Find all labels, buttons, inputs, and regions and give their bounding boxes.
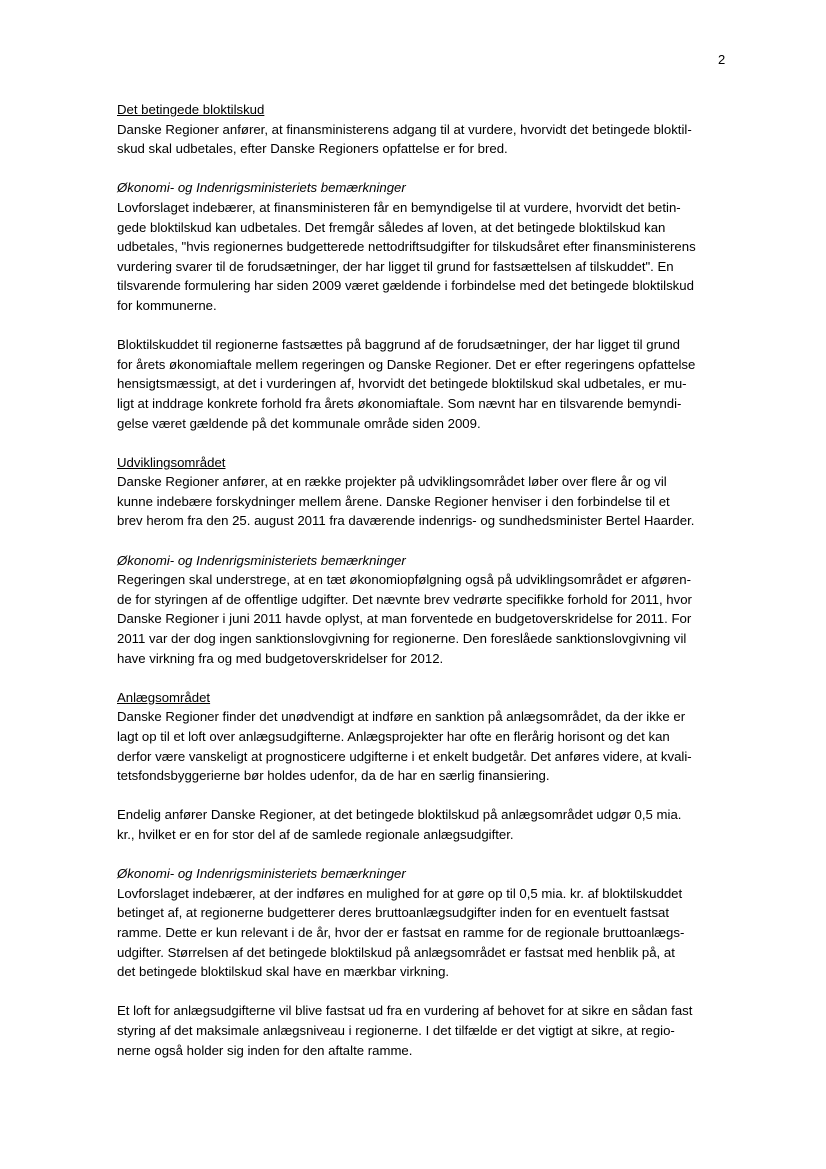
paragraph-line: tetsfondsbyggerierne bør holdes udenfor, da de har en særlig finansiering. [117, 768, 550, 784]
section-block [117, 551, 737, 669]
paragraph-line: vurdering svarer til de forudsætninger, der har ligget til grund for fastsættelsen af tilskuddet". En [117, 258, 674, 274]
paragraph-line: Et loft for anlægsudgifterne vil blive fastsat ud fra en vurdering af behovet for at sikre en sådan fast [117, 1003, 693, 1019]
paragraph-line: for kommunerne. [117, 297, 217, 313]
remarks-heading: Økonomi- og Indenrigsministeriets bemærkninger [117, 866, 406, 882]
paragraph-line: kunne indebære forskydninger mellem årene. Danske Regioner henviser i den forbindelse til et [117, 493, 670, 509]
section-block [117, 805, 737, 844]
paragraph-line: derfor være vanskeligt at prognosticere udgifterne i et enkelt budgetår. Det anføres videre, at kvali- [117, 748, 692, 764]
section-block [117, 864, 737, 982]
section-block [117, 688, 737, 786]
paragraph-line: Danske Regioner anfører, at finansministerens adgang til at vurdere, hvorvidt det betingede bloktil- [117, 121, 692, 137]
section-block [117, 100, 737, 159]
paragraph-line: udgifter. Størrelsen af det betingede bloktilskud på anlægsområdet er fastsat med henblik på, at [117, 944, 675, 960]
paragraph-line: lagt op til et loft over anlægsudgifterne. Anlægsprojekter har ofte en flerårig horisont og det kan [117, 729, 670, 744]
section-block [117, 335, 737, 433]
paragraph-line: 2011 var der dog ingen sanktionslovgivning for regionerne. Den foreslåede sanktionslovgivning vil [117, 631, 687, 647]
paragraph-line: Regeringen skal understrege, at en tæt økonomiopfølgning også på udviklingsområdet er afgøren- [117, 572, 691, 588]
paragraph-line: have virkning fra og med budgetoverskridelser for 2012. [117, 650, 444, 666]
paragraph-line: ramme. Dette er kun relevant i de år, hvor der er fastsat en ramme for de regionale bruttoanlægs- [117, 924, 685, 940]
paragraph-line: Lovforslaget indebærer, at finansministeren får en bemyndigelse til at vurdere, hvorvidt det betin- [117, 199, 681, 215]
section-block [117, 178, 737, 315]
paragraph-line: Danske Regioner i juni 2011 havde oplyst, at man forventede en budgetoverskridelse for 2011. For [117, 611, 692, 627]
paragraph-line: gede bloktilskud kan udbetales. Det fremgår således af loven, at det betingede bloktilskud kan [117, 219, 666, 235]
paragraph-line: det betingede bloktilskud skal have en mærkbar virkning. [117, 964, 450, 980]
paragraph-line: Bloktilskuddet til regionerne fastsættes på baggrund af de forudsætninger, der har ligget til grund [117, 337, 681, 353]
paragraph-line: nerne også holder sig inden for den aftalte ramme. [117, 1042, 413, 1058]
remarks-heading: Økonomi- og Indenrigsministeriets bemærkninger [117, 552, 406, 568]
paragraph-line: ligt at inddrage konkrete forhold fra årets økonomiaftale. Som nævnt har en tilsvarende bemyndi- [117, 395, 682, 411]
section-block [117, 453, 737, 531]
paragraph-line: Lovforslaget indebærer, at der indføres en mulighed for at gøre op til 0,5 mia. kr. af bloktilskuddet [117, 885, 683, 901]
paragraph-line: udbetales, "hvis regionernes budgetterede nettodriftsudgifter for tilskudsåret efter finansministerens [117, 239, 696, 255]
paragraph-line: brev herom fra den 25. august 2011 fra daværende indenrigs- og sundhedsminister Bertel Haarder. [117, 513, 695, 529]
paragraph-line: Endelig anfører Danske Regioner, at det betingede bloktilskud på anlægsområdet udgør 0,5 mia. [117, 807, 682, 823]
section-heading: Anlægsområdet [117, 689, 211, 705]
section-heading: Det betingede bloktilskud [117, 102, 265, 117]
paragraph-line: kr., hvilket er en for stor del af de samlede regionale anlægsudgifter. [117, 826, 514, 842]
page-number: 2 [718, 52, 726, 67]
paragraph-line: Danske Regioner finder det unødvendigt at indføre en sanktion på anlægsområdet, da der ikke er [117, 709, 686, 725]
section-block [117, 1001, 737, 1060]
section-heading: Udviklingsområdet [117, 454, 226, 470]
paragraph-line: hensigtsmæssigt, at det i vurderingen af, hvorvidt det betingede bloktilskud skal udbetales, er mu- [117, 376, 687, 392]
paragraph-line: styring af det maksimale anlægsniveau i regionerne. I det tilfælde er det vigtigt at sikre, at regio- [117, 1022, 675, 1038]
paragraph-line: skud skal udbetales, efter Danske Regioners opfattelse er for bred. [117, 141, 508, 157]
paragraph-line: de for styringen af de offentlige udgifter. Det nævnte brev vedrørte specifikke forhold for 2011, hvor [117, 591, 692, 607]
paragraph-line: Danske Regioner anfører, at en række projekter på udviklingsområdet løber over flere år og vil [117, 474, 667, 490]
paragraph-line: gelse været gældende på det kommunale område siden 2009. [117, 415, 481, 431]
paragraph-line: betinget af, at regionerne budgetterer deres bruttoanlægsudgifter inden for en eventuelt fastsat [117, 905, 670, 921]
paragraph-line: for årets økonomiaftale mellem regeringen og Danske Regioner. Det er efter regeringens opfattelse [117, 356, 696, 372]
remarks-heading: Økonomi- og Indenrigsministeriets bemærkninger [117, 180, 406, 196]
document-body [117, 100, 737, 1080]
paragraph-line: tilsvarende formulering har siden 2009 været gældende i forbindelse med det betingede bloktilskud [117, 278, 694, 294]
